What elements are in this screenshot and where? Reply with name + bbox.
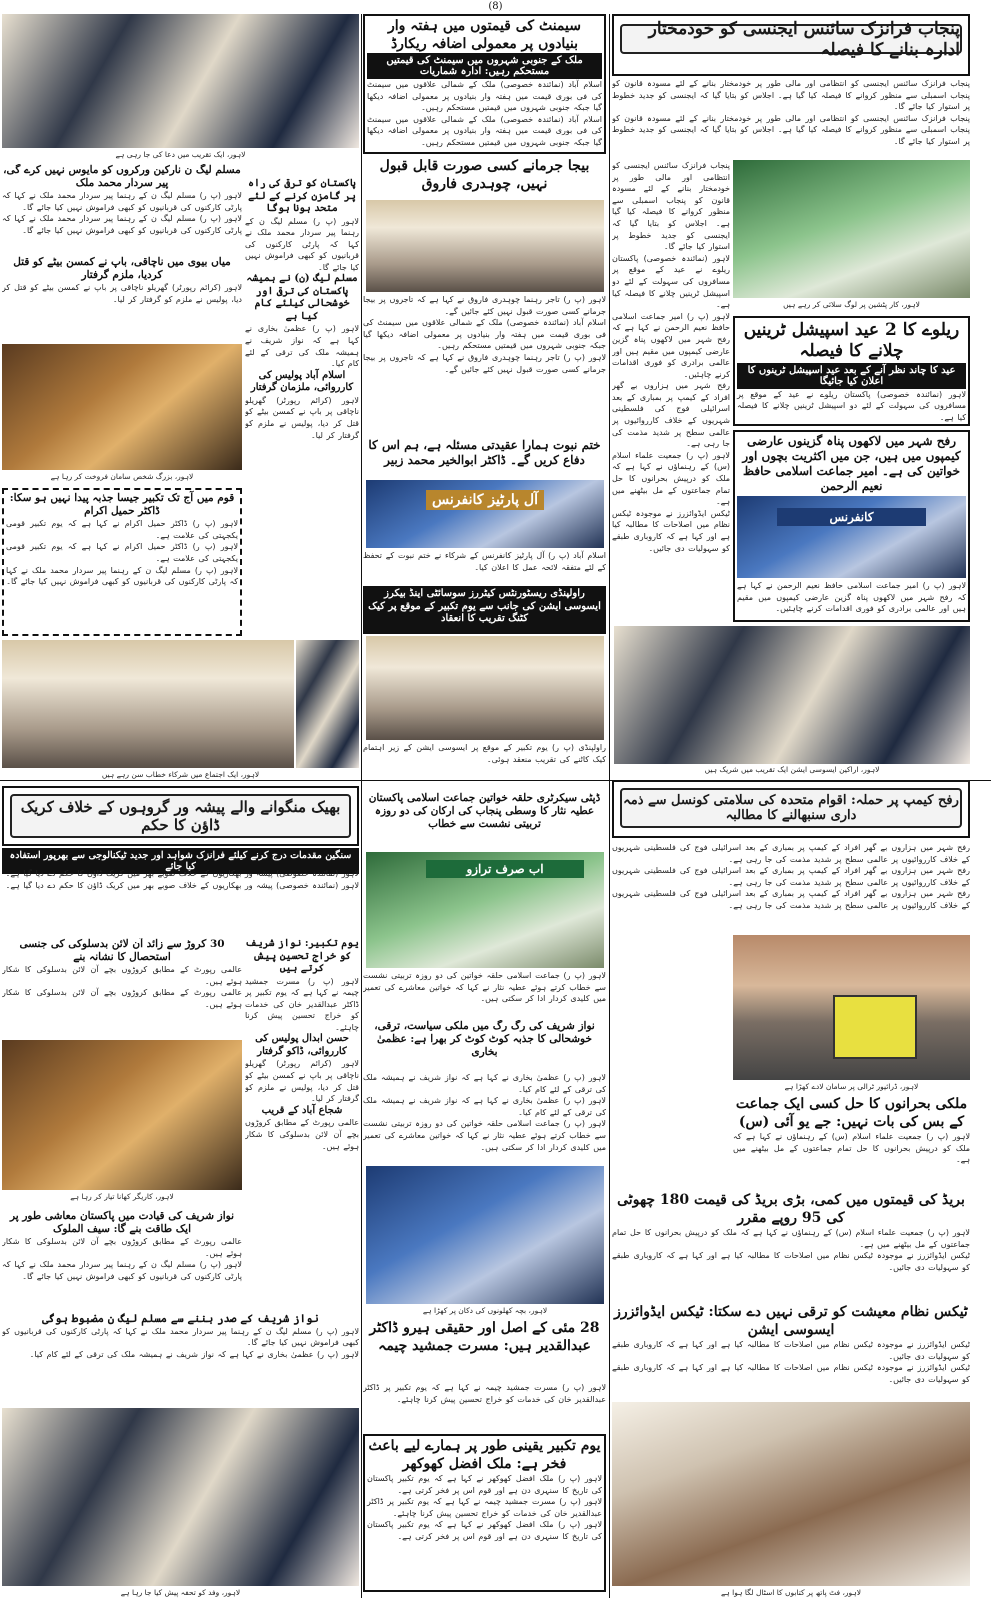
sewing-photo (733, 160, 970, 298)
nation-body: لاہور (پ ر) ڈاکٹر حمیل اکرام نے کہا ہے کہ یوم تکبیر قومی یکجہتی کی علامت ہے۔ (6, 519, 238, 540)
faruq-photo (366, 200, 604, 292)
beggar-body: لاہور (نمائندہ خصوصی) پیشہ ور بھکاریوں کے خلاف صوبے بھر میں کریک ڈاؤن کا حکم دے دیا گیا ہے۔ (5, 869, 359, 878)
online-box (2, 938, 242, 1038)
may-article (363, 1382, 606, 1430)
narrow-body-2: لاہور (پ ر) عظمیٰ بخاری نے کہا ہے کہ نواز شریف نے ہمیشہ ملک کی ترقی کے لئے کام کیا۔ (245, 324, 359, 369)
conference-hall-photo (366, 480, 604, 548)
women-photo (366, 852, 604, 968)
may-box (363, 1320, 606, 1380)
beggar-headline: بھیک منگوانے والے پیشہ ور گروہوں کے خلاف کریک ڈاؤن کا حکم (20, 798, 341, 834)
beggar-subheadline: سنگین مقدمات درج کرنے کیلئے فرانزک شواہد اور جدید ٹیکنالوجی سے بھرپور استفادہ کیا جائے (2, 848, 359, 874)
gaza-banner-plate (620, 788, 962, 828)
gaza-body-more-2: رفح شہر میں ہزاروں بے گھر افراد کے کیمپ پر بمباری کے بعد اسرائیلی فوج کی فلسطینی شہریوں کے خلاف کارروائیوں پر عالمی سطح پر شدید مذمت کی جا رہی ہے۔ (612, 889, 970, 910)
all-parties-banner: آل پارٹیز کانفرنس (426, 490, 544, 510)
price-box (612, 1192, 970, 1302)
right-side-body-5: لاہور (پ ر) جمعیت علماء اسلام (س) کے رہنماؤں نے کہا ہے کہ ملک کو درپیش بحرانوں کا حل تمام جماعتوں کے مل بیٹھنے میں ہے۔ (612, 450, 730, 507)
gaza-body-more: رفح شہر میں ہزاروں بے گھر افراد کے کیمپ پر بمباری کے بعد اسرائیلی فوج کی فلسطینی شہریوں کے خلاف کارروائیوں پر عالمی سطح پر شدید مذمت کی جا رہی ہے۔ (612, 866, 970, 887)
toys-caption: لاہور، بچہ کھلونوں کی دکان پر کھڑا ہے (422, 1306, 548, 1315)
cement-subheadline: ملک کے جنوبی شہروں میں سیمنٹ کی قیمتیں مستحکم رہیں: ادارہ شماریات (367, 53, 602, 79)
murder-body: لاہور (کرائم رپورٹر) گھریلو ناچاقی پر باپ نے کمسن بیٹے کو قتل کر دیا، پولیس نے ملزم کو گرفتار کر لیا۔ (2, 283, 242, 304)
leader-headline: نواز شریف کی قیادت میں پاکستان معاشی طور پر ایک طاقت بنے گا: سیف الملوک (9, 1210, 235, 1236)
narrow-headline-5: حسن ابدال پولیس کی کارروائی، ڈاکو گرفتار (255, 1033, 349, 1057)
column-rule-left (361, 14, 362, 1598)
conference-photo-banner: کانفرنس (777, 508, 926, 526)
forensic-body-more: پنجاب فرانزک سائنس ایجنسی کو انتظامی اور مالی طور پر خودمختار بنانے کے لئے مسودہ قانون کو پنجاب اسمبلی سے منظور کروانے کا فیصلہ کیا گیا ہے۔ اجلاس کو بتایا گیا کہ ایجنسی کو جدید خطوط پر استوار کیا جائے گا۔ (612, 113, 970, 146)
gaza-article (612, 842, 970, 932)
cook-caption: لاہور، کاریگر کھانا تیار کر رہا ہے (70, 1192, 174, 1201)
women-box (363, 792, 606, 850)
nation-headline: قوم میں آج تک تکبیر جیسا جذبہ پیدا نہیں ہو سکا: ڈاکٹر حمیل اکرام (9, 492, 235, 518)
faruq-article (363, 294, 606, 434)
leader-box (2, 1210, 242, 1310)
narrow-body-6: عالمی رپورٹ کے مطابق کروڑوں بچے آن لائن بدسلوکی کا شکار ہوئے ہیں۔ (245, 1118, 359, 1151)
beggar-article (2, 868, 359, 934)
horizontal-rule-mid (0, 780, 991, 781)
khatm-headline: ختم نبوت ہمارا عقیدتی مسئلہ ہے، ہم اس کا دفاع کریں گے۔ ڈاکٹر ابوالخیر محمد زبیر (368, 438, 601, 467)
tax-box (612, 1304, 970, 1396)
tax-headline: ٹیکس نظام معیشت کو ترقی نہیں دے سکتا: ٹیکس ایڈوائزرز ایسوسی ایشن (614, 1304, 968, 1338)
faruq-box (363, 158, 606, 196)
takbir-body-3: لاہور (پ ر) ملک افضل کھوکھر نے کہا ہے کہ یوم تکبیر پاکستان کی تاریخ کا سنہری دن ہے اور قوم اس پر فخر کرتی ہے۔ (367, 1520, 602, 1541)
tax-body: ٹیکس ایڈوائزرز نے موجودہ ٹیکس نظام میں اصلاحات کا مطالبہ کیا ہے اور کہا ہے کہ کاروباری طبقے کو سہولیات دی جائیں۔ (612, 1340, 970, 1361)
cart-shape (833, 995, 917, 1059)
takbir-body: لاہور (پ ر) ملک افضل کھوکھر نے کہا ہے کہ یوم تکبیر پاکستان کی تاریخ کا سنہری دن ہے اور قوم اس پر فخر کرتی ہے۔ (367, 1474, 602, 1495)
right-side-body-3: لاہور (پ ر) امیر جماعت اسلامی حافظ نعیم الرحمن نے کہا ہے کہ رفح شہر میں لاکھوں پناہ گزین عارضی کیمپوں میں مقیم ہیں اور عالمی برادری کو فوری اقدامات کرنے چاہئیں۔ (612, 311, 730, 379)
conference-photo (737, 496, 966, 578)
beggar-banner-plate (10, 794, 351, 838)
right-side-body-2: لاہور (نمائندہ خصوصی) پاکستان ریلوے نے عید کے موقع پر مسافروں کی سہولت کے لئے دو اسپیشل ٹرینیں چلانے کا فیصلہ کیا ہے۔ (612, 253, 730, 310)
conference-body: اسلام آباد (پ ر) آل پارٹیز کانفرنس کے شرکاء نے ختم نبوت کے تحفظ کے لئے متفقہ لائحہ عمل کا اعلان کیا۔ (363, 551, 606, 572)
faruq-headline: بیجا جرمانے کسی صورت قابل قبول نہیں، چوہدری فاروق (379, 158, 590, 192)
gaza-headline: رفح کیمپ پر حملہ: اقوام متحدہ کی سلامتی کونسل سے ذمہ داری سنبھالنے کا مطالبہ (623, 793, 959, 823)
restaurant-box (363, 586, 606, 634)
may-headline: 28 مئی کے اصل اور حقیقی ہیرو ڈاکٹر عبدالقدیر ہیں: مسرت جمشید چیمہ (369, 1320, 600, 1354)
leader-body-2: لاہور (پ ر) مسلم لیگ ن کے رہنما پیر سردار محمد ملک نے کہا کہ پارٹی کارکنوں کی قربانیوں کو کبھی فراموش نہیں کیا جائے گا۔ (2, 1260, 242, 1282)
price-headline: بریڈ کی قیمتوں میں کمی، بڑی بریڈ کی قیمت 180 چھوٹی کی 95 روپے مقرر (617, 1192, 965, 1226)
pml-body-2: لاہور (پ ر) مسلم لیگ ن کے رہنما پیر سردار محمد ملک نے کہا کہ پارٹی کارکنوں کی قربانیوں کو کبھی فراموش نہیں کیا جائے گا۔ (2, 214, 242, 236)
prayer-photo (2, 14, 359, 148)
cart-caption: لاہور، ڈرائیور ٹرالی پر سامان لادے کھڑا ہے (784, 1082, 919, 1091)
cement-body-more: اسلام آباد (نمائندہ خصوصی) ملک کے شمالی علاقوں میں سیمنٹ کی فی بوری قیمت میں ہفتہ وار بنیادوں پر معمولی اضافہ دیکھا گیا جبکہ جنوبی شہروں میں قیمتیں مستحکم رہیں۔ (367, 114, 602, 147)
nawaz-body-2: لاہور (پ ر) عظمیٰ بخاری نے کہا ہے کہ نواز شریف نے ہمیشہ ملک کی ترقی کے لئے کام کیا۔ (363, 1096, 606, 1117)
league-body: لاہور (پ ر) مسلم لیگ ن کے رہنما پیر سردار محمد ملک نے کہا کہ پارٹی کارکنوں کی قربانیوں کو کبھی فراموش نہیں کیا جائے گا۔ (2, 1326, 359, 1348)
cement-headline: سیمنٹ کی قیمتوں میں ہفتہ وار بنیادوں پر معمولی اضافہ ریکارڈ (388, 18, 581, 52)
bill-body: لاہور (پ ر) جمعیت علماء اسلام (س) کے رہنماؤں نے کہا ہے کہ ملک کو درپیش بحرانوں کا حل تمام جماعتوں کے مل بیٹھنے میں ہے۔ (733, 1132, 970, 1165)
forensic-banner (612, 14, 970, 76)
women-article (363, 970, 606, 1018)
bill-box (733, 1096, 970, 1188)
narrow-headline-6: شجاع آباد کے قریب (261, 1104, 343, 1116)
women-headline: ڈپٹی سیکرٹری حلقہ خواتین جماعت اسلامی پاکستان عطیہ نثار کا وسطی پنجاب کی ارکان کی دو روزہ تربیتی نشست سے خطاب (368, 792, 601, 831)
narrow-body-4: لاہور (پ ر) مسرت جمشید چیمہ نے کہا ہے کہ یوم تکبیر پر ڈاکٹر عبدالقدیر خان کی خدمات کو خراج تحسین پیش کرنا چاہئے۔ (245, 976, 359, 1032)
right-side-article (612, 160, 730, 618)
toys-photo (366, 1166, 604, 1304)
pml-headline: مسلم لیگ ن نارکین ورکروں کو مایوس نہیں کرے گی، پیر سردار محمد ملک (3, 164, 241, 190)
league-headline: نواز شریف کے صدر بننے سے مسلم لیگ ن مضبوط ہوگی (42, 1312, 319, 1325)
bookstall-photo (612, 1402, 970, 1586)
rafah-headline: رفح شہر میں لاکھوں پناہ گزینوں عارضی کیمپوں میں ہیں، جن میں اکثریت بچوں اور خواتین کی ہے۔ امیر جماعت اسلامی حافظ نعیم الرحمن (742, 434, 961, 493)
narrow-body-1: لاہور (پ ر) مسلم لیگ ن کے رہنما پیر سردار محمد ملک نے کہا کہ پارٹی کارکنوں کی قربانیوں کو کبھی فراموش نہیں کیا جائے گا۔ (245, 216, 359, 272)
takbir-headline: یوم تکبیر یقینی طور پر ہمارے لیے باعث فخر ہے: ملک افضل کھوکھر (368, 1438, 601, 1472)
column-rule-right (609, 14, 610, 1598)
price-body: لاہور (پ ر) جمعیت علماء اسلام (س) کے رہنماؤں نے کہا ہے کہ ملک کو درپیش بحرانوں کا حل تمام جماعتوں کے مل بیٹھنے میں ہے۔ (612, 1228, 970, 1249)
forensic-article (612, 78, 970, 156)
vendor-caption: لاہور، بزرگ شخص سامان فروخت کر رہا ہے (50, 472, 194, 481)
faruq-body-2: اسلام آباد (نمائندہ خصوصی) ملک کے شمالی علاقوں میں سیمنٹ کی فی بوری قیمت میں ہفتہ وار بنیادوں پر معمولی اضافہ دیکھا گیا جبکہ جنوبی شہروں میں قیمتیں مستحکم رہیں۔ (363, 318, 606, 351)
cement-box (363, 14, 606, 154)
beggar-body-2: لاہور (نمائندہ خصوصی) پیشہ ور بھکاریوں کے خلاف صوبے بھر میں کریک ڈاؤن کا حکم دے دیا گیا ہے۔ (5, 880, 359, 890)
nawaz-article (363, 1072, 606, 1164)
nawaz-box (363, 1020, 606, 1070)
restaurant-headline: راولپنڈی ریسٹورنٹس کیٹررز سوسائٹی اینڈ بیکرز ایسوسی ایشن کی جانب سے یوم تکبیر کے موقع پر کیک کٹنگ تقریب کا انعقاد (368, 588, 601, 624)
takbir-box (363, 1434, 606, 1592)
leader-body: عالمی رپورٹ کے مطابق کروڑوں بچے آن لائن بدسلوکی کا شکار ہوئے ہیں۔ (2, 1237, 242, 1258)
railway-headline: ریلوے کا 2 عید اسپیشل ٹرینیں چلانے کا فیصلہ (743, 320, 960, 362)
nation-body-2: لاہور (پ ر) ڈاکٹر حمیل اکرام نے کہا ہے کہ یوم تکبیر قومی یکجہتی کی علامت ہے۔ (6, 542, 238, 564)
cement-body: اسلام آباد (نمائندہ خصوصی) ملک کے شمالی علاقوں میں سیمنٹ کی فی بوری قیمت میں ہفتہ وار بنیادوں پر معمولی اضافہ دیکھا گیا جبکہ جنوبی شہروں میں قیمتیں مستحکم رہیں۔ (367, 80, 602, 113)
sewing-caption: لاہور، کار پٹشین پر لوگ سلائی کر رہے ہیں (783, 300, 920, 309)
rafah-body: لاہور (پ ر) امیر جماعت اسلامی حافظ نعیم الرحمن نے کہا ہے کہ رفح شہر میں لاکھوں پناہ گزین عارضی کیمپوں میں مقیم ہیں اور عالمی برادری کو فوری اقدامات کرنے چاہئیں۔ (737, 581, 966, 614)
nation-body-3: لاہور (پ ر) مسلم لیگ ن کے رہنما پیر سردار محمد ملک نے کہا کہ پارٹی کارکنوں کی قربانیوں کو کبھی فراموش نہیں کیا جائے گا۔ (6, 565, 238, 587)
narrow-body-3: لاہور (کرائم رپورٹر) گھریلو ناچاقی پر باپ نے کمسن بیٹے کو قتل کر دیا، پولیس نے ملزم کو گرفتار کر لیا۔ (245, 395, 359, 440)
speaker-photo (296, 640, 359, 768)
crowd-caption: لاہور، ایک اجتماع میں شرکاء خطاب سن رہے ہیں (101, 770, 260, 779)
restaurant-article (363, 742, 606, 780)
vendor-photo (2, 344, 242, 470)
beggar-banner (2, 786, 359, 846)
tax-body-2: ٹیکس ایڈوائزرز نے موجودہ ٹیکس نظام میں اصلاحات کا مطالبہ کیا ہے اور کہا ہے کہ کاروباری طبقے کو سہولیات دی جائیں۔ (612, 1363, 970, 1384)
cake-photo (366, 636, 604, 740)
railway-box (733, 316, 970, 426)
forensic-headline: پنجاب فرانزک سائنس ایجنسی کو خودمختار ادارہ بنانے کا فیصلہ (648, 18, 960, 60)
faruq-body: لاہور (پ ر) تاجر رہنما چوہدری فاروق نے کہا ہے کہ تاجروں پر بیجا جرمانے کسی صورت قبول نہیں کئے جائیں گے۔ (363, 295, 606, 316)
murder-box (2, 256, 242, 340)
group-photo (614, 626, 970, 764)
bill-headline: ملکی بحرانوں کا حل کسی ایک جماعت کے بس کی بات نہیں: جے یو آئی (س) (735, 1096, 968, 1130)
nawaz-body: لاہور (پ ر) عظمیٰ بخاری نے کہا ہے کہ نواز شریف نے ہمیشہ ملک کی ترقی کے لئے کام کیا۔ (363, 1073, 606, 1094)
conference-article (363, 550, 606, 584)
online-headline: 30 کروڑ سے زائد آن لائن بدسلوکی کی جنسی استحصال کا نشانہ بنے (19, 938, 225, 964)
takbir-body-2: لاہور (پ ر) مسرت جمشید چیمہ نے کہا ہے کہ یوم تکبیر پر ڈاکٹر عبدالقدیر خان کی خدمات کو خراج تحسین پیش کرنا چاہئے۔ (367, 1497, 602, 1518)
league-box (2, 1312, 359, 1404)
narrow-body-5: لاہور (کرائم رپورٹر) گھریلو ناچاقی پر باپ نے کمسن بیٹے کو قتل کر دیا، پولیس نے ملزم کو گرفتار کر لیا۔ (245, 1059, 359, 1104)
narrow-headline-1: پاکستان کو ترقی کی راہ پر گامزن کرنے کے لئے متحد ہونا ہوگا (248, 178, 356, 214)
right-side-body-6: ٹیکس ایڈوائزرز نے موجودہ ٹیکس نظام میں اصلاحات کا مطالبہ کیا ہے اور کہا ہے کہ کاروباری طبقے کو سہولیات دی جائیں۔ (612, 508, 730, 553)
narrow-headline-3: اسلام آباد پولیس کی کارروائی، ملزمان گرفتار (250, 369, 354, 394)
faruq-body-3: لاہور (پ ر) تاجر رہنما چوہدری فاروق نے کہا ہے کہ تاجروں پر بیجا جرمانے کسی صورت قبول نہیں کئے جائیں گے۔ (363, 352, 606, 374)
women-photo-banner: اب صرف ترازو (426, 860, 584, 878)
pml-body: لاہور (پ ر) مسلم لیگ ن کے رہنما پیر سردار محمد ملک نے کہا کہ پارٹی کارکنوں کی قربانیوں کو کبھی فراموش نہیں کیا جائے گا۔ (2, 191, 242, 212)
prayer-caption: لاہور، ایک تقریب میں دعا کی جا رہی ہے (115, 150, 246, 159)
restaurant-body: راولپنڈی (پ ر) یوم تکبیر کے موقع پر ایسوسی ایشن کے زیر اہتمام کیک کاٹنے کی تقریب منعقد ہوئی۔ (363, 743, 606, 764)
price-body-2: ٹیکس ایڈوائزرز نے موجودہ ٹیکس نظام میں اصلاحات کا مطالبہ کیا ہے اور کہا ہے کہ کاروباری طبقے کو سہولیات دی جائیں۔ (612, 1251, 970, 1272)
nation-box (2, 488, 242, 636)
narrow-headline-2: مسلم لیگ (ن) نے ہمیشہ پاکستان کی ترقی اور خوشحالی کیلئے کام کیا ہے (246, 273, 358, 322)
online-body: عالمی رپورٹ کے مطابق کروڑوں بچے آن لائن بدسلوکی کا شکار ہوئے ہیں۔ (2, 965, 242, 986)
right-side-body-1: پنجاب فرانزک سائنس ایجنسی کو انتظامی اور مالی طور پر خودمختار بنانے کے لئے مسودہ قانون کو پنجاب اسمبلی سے منظور کروانے کا فیصلہ کیا گیا ہے۔ اجلاس کو بتایا گیا کہ ایجنسی کو جدید خطوط پر استوار کیا جائے گا۔ (612, 161, 730, 252)
cart-photo (733, 935, 970, 1080)
nawaz-body-3: لاہور (پ ر) جماعت اسلامی حلقہ خواتین کی دو روزہ تربیتی نشست سے خطاب کرتے ہوئے عطیہ نثار نے کہا کہ خواتین معاشرے کی تعمیر میں کلیدی کردار ادا کر سکتی ہیں۔ (363, 1119, 606, 1152)
online-body-2: عالمی رپورٹ کے مطابق کروڑوں بچے آن لائن بدسلوکی کا شکار ہوئے ہیں۔ (2, 988, 242, 1010)
league-body-2: لاہور (پ ر) عظمیٰ بخاری نے کہا ہے کہ نواز شریف نے ہمیشہ ملک کی ترقی کے لئے کام کیا۔ (29, 1349, 359, 1359)
women-body: لاہور (پ ر) جماعت اسلامی حلقہ خواتین کی دو روزہ تربیتی نشست سے خطاب کرتے ہوئے عطیہ نثار نے کہا کہ خواتین معاشرے کی تعمیر میں کلیدی کردار ادا کر سکتی ہیں۔ (363, 971, 606, 1004)
narrow-headline-4: یوم تکبیر: نواز شریف کو خراج تحسین پیش کرتے ہیں (245, 938, 359, 974)
nawaz-headline: نواز شریف کی رگ رگ میں ملکی سیاست، ترقی، خوشحالی کا جذبہ کوٹ کوٹ کر بھرا ہے: عظمیٰ بخاری (374, 1020, 595, 1059)
forensic-body: پنجاب فرانزک سائنس ایجنسی کو انتظامی اور مالی طور پر خودمختار بنانے کے لئے مسودہ قانون کو پنجاب اسمبلی سے منظور کروانے کا فیصلہ کیا گیا ہے۔ اجلاس کو بتایا گیا کہ ایجنسی کو جدید خطوط پر استوار کیا جائے گا۔ (612, 79, 970, 112)
page-number: (8) (488, 1, 503, 12)
murder-headline: میاں بیوی میں ناچاقی، باپ نے کمسن بیٹے کو قتل کردیا، ملزم گرفتار (13, 256, 231, 282)
banner-plate (620, 18, 962, 60)
bookstall-caption: لاہور، فٹ پاتھ پر کتابوں کا اسٹال لگا ہوا ہے (720, 1588, 862, 1597)
gaza-banner (612, 780, 970, 838)
may-body: لاہور (پ ر) مسرت جمشید چیمہ نے کہا ہے کہ یوم تکبیر پر ڈاکٹر عبدالقدیر خان کی خدمات کو خراج تحسین پیش کرنا چاہئے۔ (363, 1383, 606, 1404)
rafah-box (733, 430, 970, 622)
crowd-photo (2, 640, 294, 768)
khatm-box (363, 438, 606, 478)
right-side-body-4: رفح شہر میں ہزاروں بے گھر افراد کے کیمپ پر بمباری کے بعد اسرائیلی فوج کی فلسطینی شہریوں کے خلاف کارروائیوں پر عالمی سطح پر شدید مذمت کی جا رہی ہے۔ (612, 381, 730, 449)
gaza-body: رفح شہر میں ہزاروں بے گھر افراد کے کیمپ پر بمباری کے بعد اسرائیلی فوج کی فلسطینی شہریوں کے خلاف کارروائیوں پر عالمی سطح پر شدید مذمت کی جا رہی ہے۔ (612, 843, 970, 864)
pml-box (2, 164, 242, 252)
cook-photo (2, 1040, 242, 1190)
railway-body: لاہور (نمائندہ خصوصی) پاکستان ریلوے نے عید کے موقع پر مسافروں کی سہولت کے لئے دو اسپیشل ٹرینیں چلانے کا فیصلہ کیا ہے۔ (737, 389, 966, 422)
group-photo-caption: لاہور، اراکین ایسوسی ایشن ایک تقریب میں شریک ہیں (704, 765, 880, 774)
railway-subheadline: عید کا چاند نظر آنے کے بعد عید اسپیشل ٹرینوں کا اعلان کیا جائیگا (737, 363, 966, 389)
delegation-photo (2, 1408, 359, 1586)
delegation-caption: لاہور، وفد کو تحفہ پیش کیا جا رہا ہے (120, 1588, 241, 1597)
